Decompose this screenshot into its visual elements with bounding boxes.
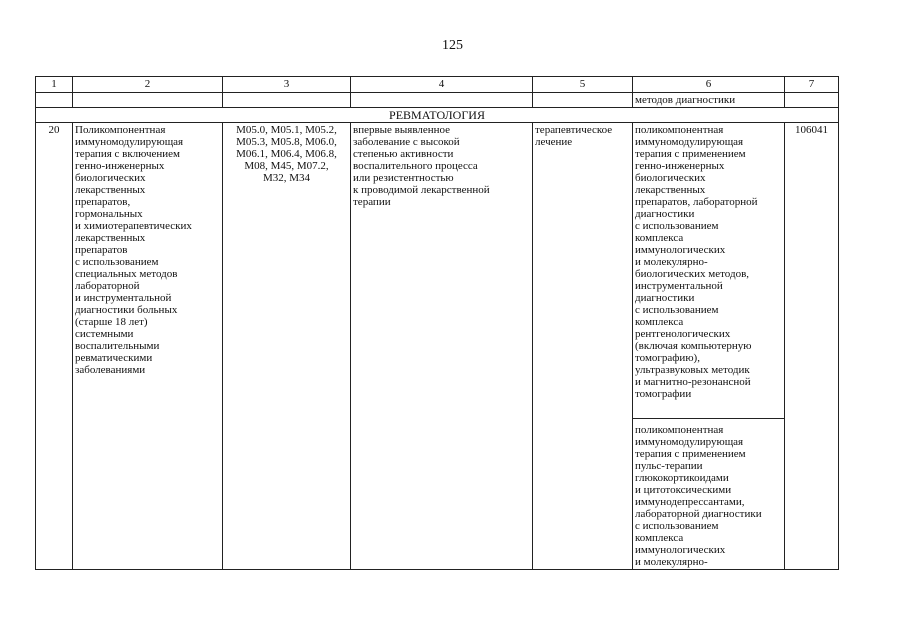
patient-model <box>351 123 533 570</box>
treatment-method-2 <box>633 419 785 570</box>
treatment-type-text: терапевтическое лечение <box>535 124 613 148</box>
care-type-name <box>73 123 223 570</box>
treatment-method-1 <box>633 123 785 419</box>
column-number-row <box>36 77 839 93</box>
icd-codes <box>223 123 351 570</box>
col-header-6: 6 <box>633 77 785 93</box>
col-header-2: 2 <box>73 77 223 93</box>
section-title: РЕВМАТОЛОГИЯ <box>36 108 839 123</box>
continuation-text: методов диагностики <box>633 93 785 108</box>
medical-care-table <box>35 76 839 570</box>
care-type-name-text: Поликомпонентная иммуномодулирующая терапия с включением генно-инженерных биологических лекарственных препаратов, гормональных и химиотерапевтических лекарственных препаратов с использованием специальных методов лабораторной и инструментальной диагностики больных (старше 18 лет) системными воспалительными ревматическими заболеваниями <box>75 124 192 376</box>
col-header-1: 1 <box>36 77 73 93</box>
col-header-3: 3 <box>223 77 351 93</box>
section-row <box>36 108 839 123</box>
col-header-4: 4 <box>351 77 533 93</box>
table-row <box>36 123 839 419</box>
row-number: 20 <box>36 123 73 570</box>
treatment-method-2-text: поликомпонентная иммуномодулирующая терапия с применением пульс-терапии глюкокортикоидами и цитотоксическими иммунодепрессантами, лабораторной диагностики с использованием комплекса иммунологических и молекулярно- <box>635 424 762 568</box>
col-header-7: 7 <box>785 77 839 93</box>
treatment-type <box>533 123 633 570</box>
continuation-row <box>36 93 839 108</box>
patient-model-text: впервые выявленное заболевание с высокой степенью активности воспалительного процесса или резистентностью к проводимой лекарственной терапии <box>353 124 490 208</box>
icd-codes-text: M05.0, M05.1, M05.2, M05.3, M05.8, M06.0, M06.1, M06.4, M06.8, M08, M45, M07.2, M32, M34 <box>236 124 337 184</box>
cost-value: 106041 <box>785 123 839 570</box>
treatment-method-1-text: поликомпонентная иммуномодулирующая терапия с применением генно-инженерных биологических лекарственных препаратов, лабораторной диагностики с использованием комплекса иммунологических и молекулярно- биологических методов, инструментальной диагностики с использованием комплекса рентгенологических (включая компьютерную томографию), ультразвуковых методик и магнитно-резонансной томографии <box>635 124 758 400</box>
page-number: 125 <box>442 38 463 53</box>
col-header-5: 5 <box>533 77 633 93</box>
